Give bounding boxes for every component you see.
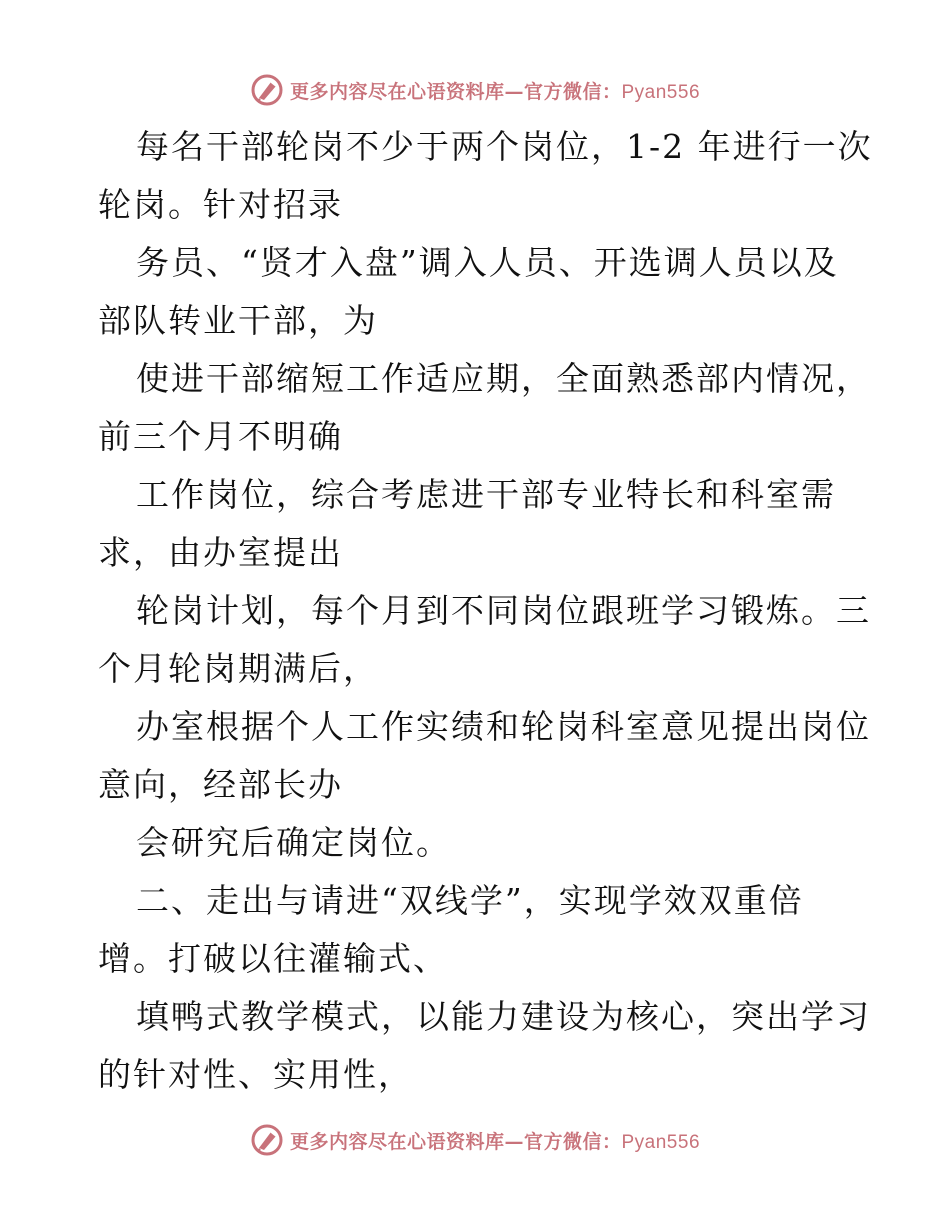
banner-text: 更多内容尽在心语资料库—官方微信：Pyan556 [289, 80, 701, 103]
header-banner [0, 70, 950, 110]
text-line: 务员、“贤才入盘”调入人员、开选调人员以及 [136, 243, 839, 282]
text-line: 个月轮岗期满后， [98, 649, 378, 688]
text-line: 轮岗计划，每个月到不同岗位跟班学习锻炼。三 [136, 591, 871, 630]
text-line: 前三个月不明确 [98, 417, 343, 456]
text-line: 的针对性、实用性， [98, 1055, 413, 1094]
text-line: 填鸭式教学模式，以能力建设为核心，突出学习 [136, 997, 871, 1036]
text-line: 增。打破以往灌输式、 [98, 939, 448, 978]
pen-nib-logo-icon [250, 1123, 284, 1157]
text-line: 意向，经部长办 [98, 765, 343, 804]
text-line: 办室根据个人工作实绩和轮岗科室意见提出岗位 [136, 707, 871, 746]
document-body [98, 118, 873, 1104]
text-line: 二、走出与请进“双线学”，实现学效双重倍 [136, 881, 804, 920]
text-line: 求，由办室提出 [98, 533, 343, 572]
text-line: 使进干部缩短工作适应期，全面熟悉部内情况， [136, 359, 871, 398]
banner-text: 更多内容尽在心语资料库—官方微信：Pyan556 [289, 1130, 701, 1153]
pen-nib-logo-icon [250, 73, 284, 107]
text-line: 会研究后确定岗位。 [136, 823, 451, 862]
text-line: 轮岗。针对招录 [98, 185, 343, 224]
text-line: 每名干部轮岗不少于两个岗位，1-2 年进行一次 [136, 127, 873, 166]
footer-banner [0, 1120, 950, 1160]
text-line: 工作岗位，综合考虑进干部专业特长和科室需 [136, 475, 836, 514]
text-line: 部队转业干部，为 [98, 301, 378, 340]
